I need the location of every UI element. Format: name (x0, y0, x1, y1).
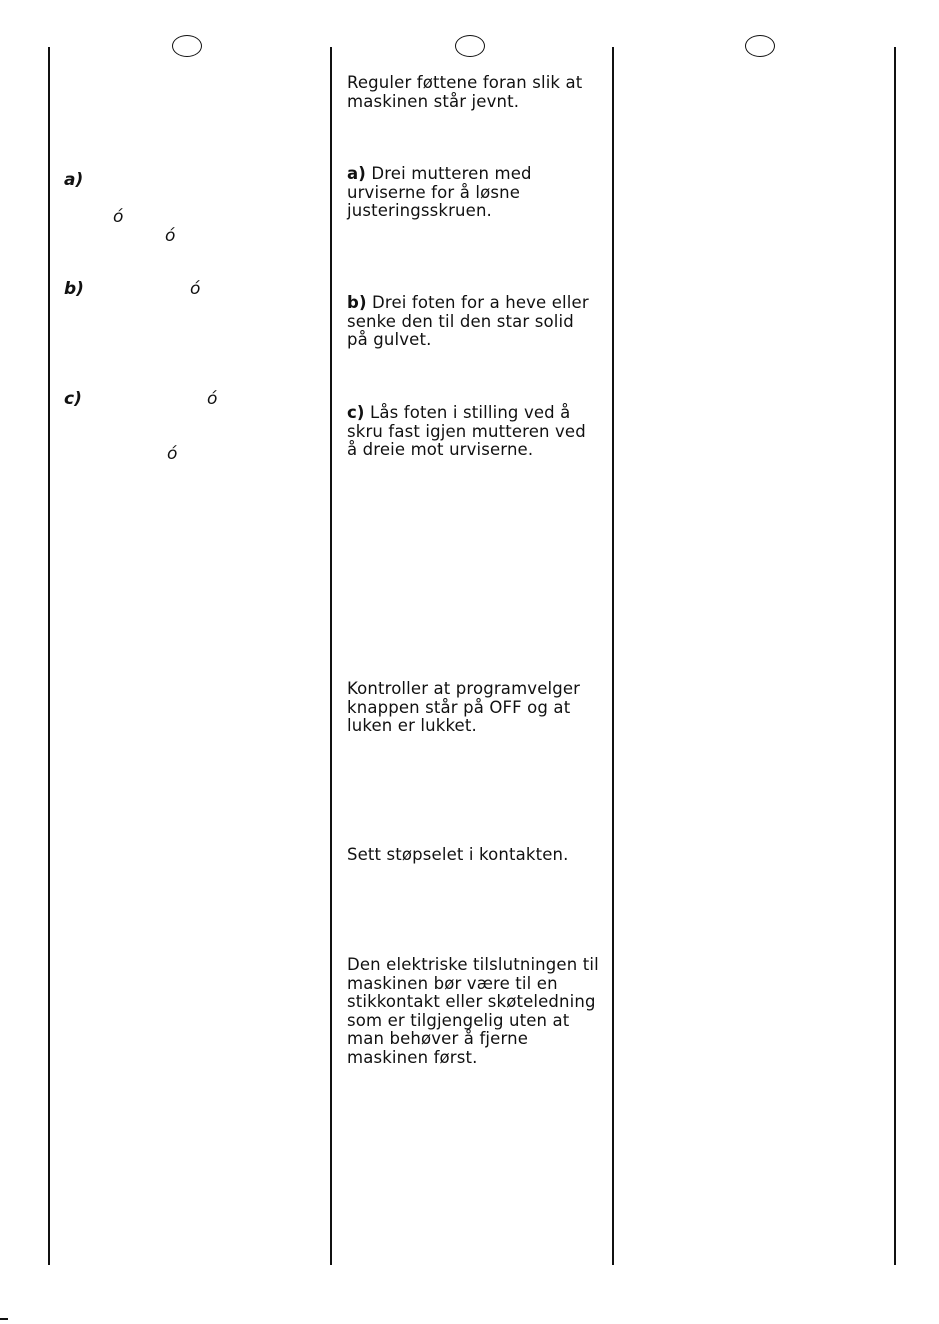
left-step-c-marker: c) (64, 389, 82, 409)
left-accent-glyph: ó (165, 226, 176, 246)
step-b-paragraph (347, 294, 607, 350)
left-step-b-marker: b) (64, 279, 84, 299)
check-off-paragraph: Kontroller at programvelger knappen står på OFF og at luken er lukket. (347, 679, 581, 735)
step-a-text: Drei mutteren med urviserne for å løsne justeringsskruen. (347, 164, 532, 220)
column-divider-center-left (330, 47, 332, 1265)
left-accent-glyph: ó (167, 444, 178, 464)
column-divider-right (894, 47, 896, 1265)
step-c-paragraph (347, 404, 597, 460)
electrical-connection-paragraph: Den elektriske tilslutningen til maskinen bør være til en stikkontakt eller skøteledning som er tilgjengelig uten at man behøver å fjerne maskinen først. (347, 955, 599, 1067)
step-c-label: c) (347, 403, 365, 422)
step-b-text: Drei foten for a heve eller senke den til den star solid på gulvet. (347, 293, 589, 349)
step-b-label: b) (347, 293, 367, 312)
column-divider-left (48, 47, 50, 1265)
language-badge-left (172, 35, 202, 57)
left-accent-glyph: ó (113, 207, 124, 227)
step-a-label: a) (347, 164, 366, 183)
column-divider-center-right (612, 47, 614, 1265)
left-accent-glyph: ó (207, 389, 218, 409)
left-step-a-marker: a) (64, 170, 84, 190)
language-badge-right (745, 35, 775, 57)
step-a-paragraph (347, 165, 597, 221)
step-c-text: Lås foten i stilling ved å skru fast igjen mutteren ved å dreie mot urviserne. (347, 403, 586, 459)
left-accent-glyph: ó (190, 279, 201, 299)
language-badge-middle (455, 35, 485, 57)
plug-in-paragraph: Sett støpselet i kontakten. (347, 845, 569, 864)
page-corner-mark (0, 1318, 8, 1320)
intro-paragraph: Reguler føttene foran slik at maskinen står jevnt. (347, 73, 583, 111)
